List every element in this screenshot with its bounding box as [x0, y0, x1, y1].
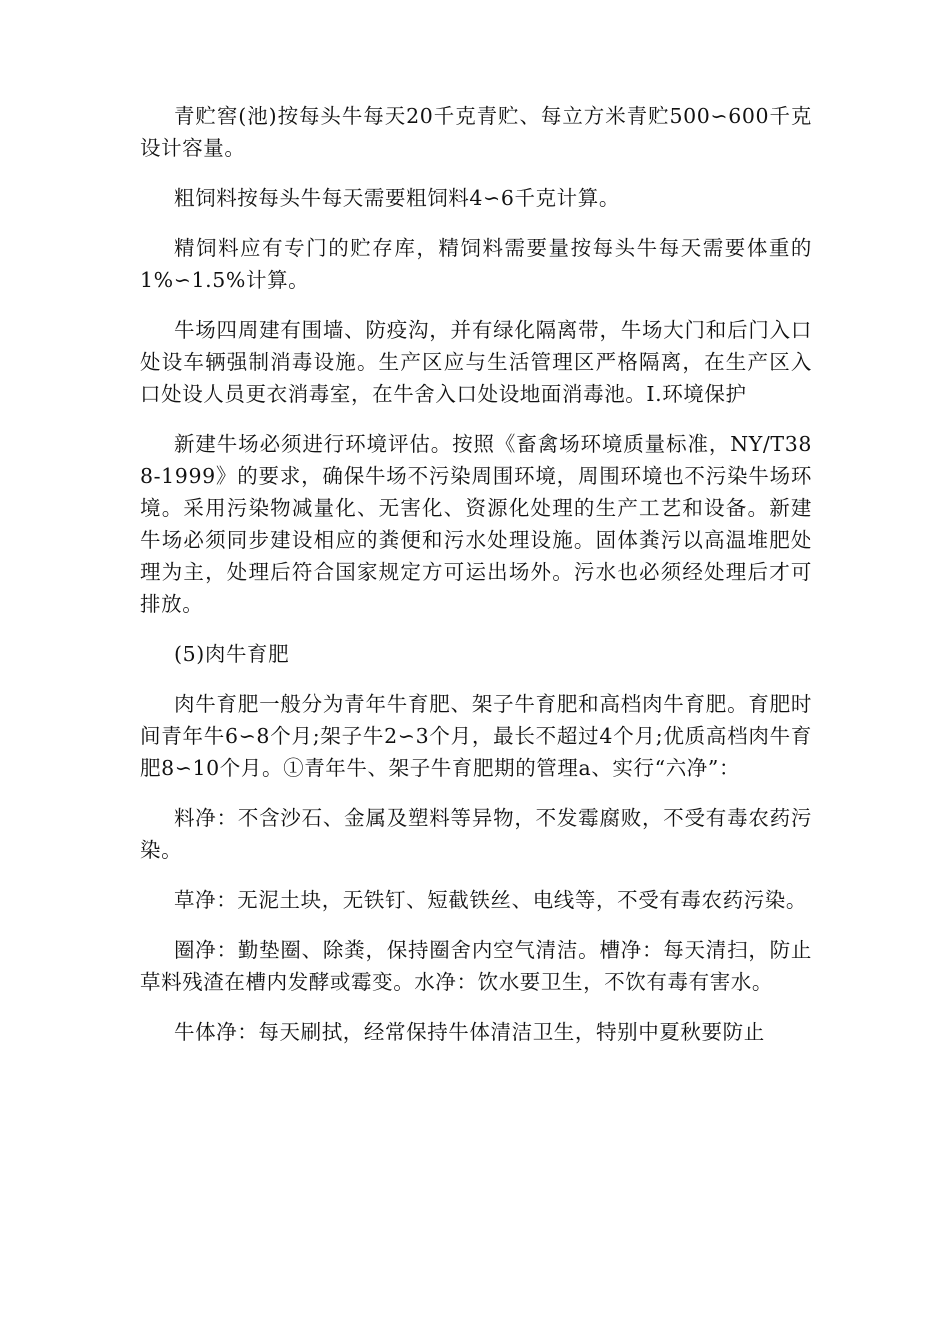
paragraph-environmental-assessment: 新建牛场必须进行环境评估。按照《畜禽场环境质量标准，NY/T388-1999》的要求，确保牛场不污染周围环境，周围环境也不污染牛场环境。采用污染物减量化、无害化、资源化处理的生产工艺和设备。新建牛场必须同步建设相应的粪便和污水处理设施。固体粪污以高温堆肥处理为主，处理后符合国家规定方可运出场外。污水也必须经处理后才可排放。 — [140, 432, 812, 616]
paragraph-silage-pit: 青贮窖(池)按每头牛每天20千克青贮、每立方米青贮500∽600千克设计容量。 — [140, 104, 812, 160]
paragraph-body-clean: 牛体净：每天刷拭，经常保持牛体清洁卫生，特别中夏秋要防止 — [174, 1020, 765, 1044]
paragraph-concentrate-feed: 精饲料应有专门的贮存库，精饲料需要量按每头牛每天需要体重的1%∽1.5%计算。 — [140, 236, 812, 292]
paragraph-farm-enclosure: 牛场四周建有围墙、防疫沟，并有绿化隔离带，牛场大门和后门入口处设车辆强制消毒设施。生产区应与生活管理区严格隔离，在生产区入口处设人员更衣消毒室，在牛舍入口处设地面消毒池。I.环境保护 — [140, 318, 812, 406]
section-heading-cattle-fattening: (5)肉牛育肥 — [174, 642, 290, 666]
paragraph-pen-trough-water-clean: 圈净：勤垫圈、除粪，保持圈舍内空气清洁。槽净：每天清扫，防止草料残渣在槽内发酵或霉变。水净：饮水要卫生，不饮有毒有害水。 — [140, 938, 812, 994]
paragraph-grass-clean: 草净：无泥土块，无铁钉、短截铁丝、电线等，不受有毒农药污染。 — [174, 888, 807, 912]
document-body — [140, 100, 812, 1066]
paragraph-fattening-types: 肉牛育肥一般分为青年牛育肥、架子牛育肥和高档肉牛育肥。育肥时间青年牛6∽8个月;架子牛2∽3个月，最长不超过4个月;优质高档肉牛育肥8∽10个月。①青年牛、架子牛育肥期的管理a、实行“六净”： — [140, 692, 812, 780]
paragraph-roughage: 粗饲料按每头牛每天需要粗饲料4∽6千克计算。 — [174, 186, 620, 210]
paragraph-feed-clean: 料净：不含沙石、金属及塑料等异物，不发霉腐败，不受有毒农药污染。 — [140, 806, 812, 862]
